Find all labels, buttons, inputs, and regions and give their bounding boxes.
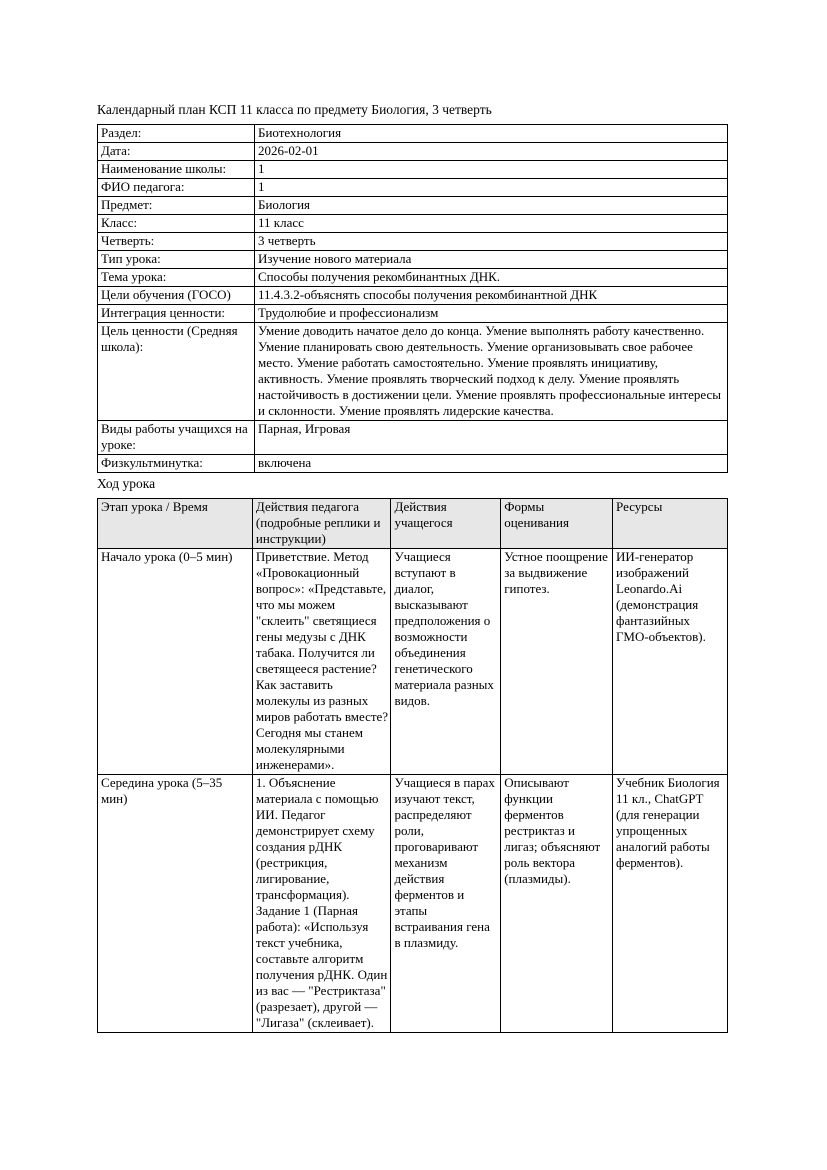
info-label-cell: Четверть: [98,233,255,251]
info-value-cell: 3 четверть [255,233,728,251]
stage-cell: Начало урока (0–5 мин) [98,549,253,775]
info-label-cell: Класс: [98,215,255,233]
info-value-cell: Умение доводить начатое дело до конца. Умение выполнять работу качественно. Умение планировать свою деятельность. Умение организовывать свое рабочее место. Умение работать самостоятельно. Умение проявлять инициативу, активность. Умение проявлять творческий подход к делу. Умение проявлять настойчивость в достижении цели. Умение проявлять профессиональные интересы и склонности. Умение проявлять лидерские качества. [255,323,728,421]
header-cell-stage: Этап урока / Время [98,499,253,549]
table-row [98,161,728,179]
resources-cell: Учебник Биология 11 кл., ChatGPT (для генерации упрощенных аналогий работы ферментов). [613,775,728,1033]
info-label-cell: Наименование школы: [98,161,255,179]
assessment-cell: Описывают функции ферментов рестриктаз и лигаз; объясняют роль вектора (плазмиды). [501,775,613,1033]
info-label-cell: Тип урока: [98,251,255,269]
table-row [98,305,728,323]
info-label-cell: Предмет: [98,197,255,215]
stage-cell: Середина урока (5–35 мин) [98,775,253,1033]
lesson-flow-table [97,498,728,1033]
info-value-cell: включена [255,455,728,473]
table-row [98,323,728,421]
resources-cell: ИИ-генератор изображений Leonardo.Ai (демонстрация фантазийных ГМО-объектов). [613,549,728,775]
table-row [98,287,728,305]
info-value-cell: Парная, Игровая [255,421,728,455]
info-label-cell: Цель ценности (Средняя школа): [98,323,255,421]
page-title: Календарный план КСП 11 класса по предмету Биология, 3 четверть [97,102,492,117]
info-label-cell: Раздел: [98,125,255,143]
info-value-cell: Изучение нового материала [255,251,728,269]
table-row [98,775,728,1033]
info-label-cell: Тема урока: [98,269,255,287]
table-row [98,179,728,197]
info-value-cell: 11.4.3.2-объяснять способы получения рекомбинантной ДНК [255,287,728,305]
section-heading: Ход урока [97,476,156,491]
table-row [98,421,728,455]
info-label-cell: Интеграция ценности: [98,305,255,323]
info-label-cell: ФИО педагога: [98,179,255,197]
table-row [98,233,728,251]
info-label-cell: Виды работы учащихся на уроке: [98,421,255,455]
document-page [97,102,728,1033]
info-label-cell: Физкультминутка: [98,455,255,473]
table-row [98,251,728,269]
header-cell-teacher-actions: Действия педагога (подробные реплики и инструкции) [252,499,391,549]
header-cell-student-actions: Действия учащегося [391,499,501,549]
table-row [98,197,728,215]
header-cell-assessment: Формы оценивания [501,499,613,549]
teacher-actions-cell: Приветствие. Метод «Провокационный вопрос»: «Представьте, что мы можем "склеить" светящиеся гены медузы с ДНК табака. Получится ли светящееся растение? Как заставить молекулы из разных миров работать вместе? Сегодня мы станем молекулярными инженерами». [252,549,391,775]
info-value-cell: 2026-02-01 [255,143,728,161]
table-row [98,269,728,287]
table-row [98,455,728,473]
info-value-cell: 1 [255,179,728,197]
header-cell-resources: Ресурсы [613,499,728,549]
table-header-row [98,499,728,549]
info-value-cell: 1 [255,161,728,179]
assessment-cell: Устное поощрение за выдвижение гипотез. [501,549,613,775]
table-row [98,143,728,161]
info-value-cell: Трудолюбие и профессионализм [255,305,728,323]
info-value-cell: 11 класс [255,215,728,233]
student-actions-cell: Учащиеся в парах изучают текст, распределяют роли, проговаривают механизм действия ферментов и этапы встраивания гена в плазмиду. [391,775,501,1033]
info-value-cell: Биотехнология [255,125,728,143]
info-value-cell: Биология [255,197,728,215]
info-label-cell: Дата: [98,143,255,161]
table-row [98,125,728,143]
table-row [98,215,728,233]
info-label-cell: Цели обучения (ГОСО) [98,287,255,305]
info-value-cell: Способы получения рекомбинантных ДНК. [255,269,728,287]
student-actions-cell: Учащиеся вступают в диалог, высказывают предположения о возможности объединения генетического материала разных видов. [391,549,501,775]
teacher-actions-cell: 1. Объяснение материала с помощью ИИ. Педагог демонстрирует схему создания рДНК (рестрикция, лигирование, трансформация). Задание 1 (Парная работа): «Используя текст учебника, составьте алгоритм получения рДНК. Один из вас — "Рестриктаза" (разрезает), другой — "Лигаза" (склеивает). [252,775,391,1033]
table-row [98,549,728,775]
lesson-info-table [97,124,728,473]
